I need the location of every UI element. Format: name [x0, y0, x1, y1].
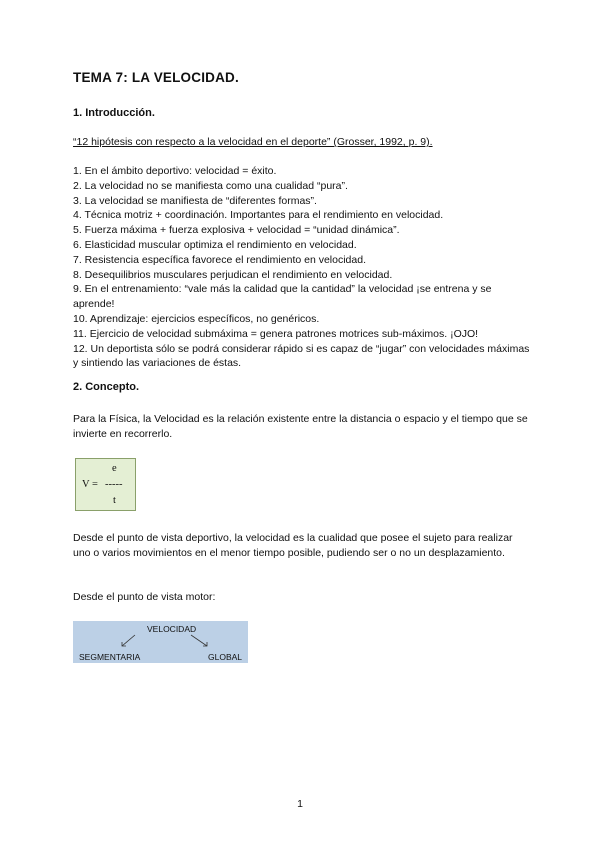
- formula-numerator: e: [112, 463, 117, 474]
- list-item: 6. Elasticidad muscular optimiza el rendimiento en velocidad.: [73, 238, 357, 251]
- section-heading-introduccion: 1. Introducción.: [73, 107, 155, 119]
- motor-intro: Desde el punto de vista motor:: [73, 591, 216, 603]
- hypotheses-list: [73, 164, 533, 371]
- diagram-root-label: VELOCIDAD: [147, 624, 197, 634]
- arrow-to-global: [191, 635, 207, 646]
- list-item: 8. Desequilibrios musculares perjudican el rendimiento en velocidad.: [73, 268, 393, 281]
- list-item: 5. Fuerza máxima + fuerza explosiva + velocidad = “unidad dinámica”.: [73, 224, 400, 237]
- sport-definition: Desde el punto de vista deportivo, la velocidad es la cualidad que posee el sujeto para realizar uno o varios movimientos en el menor tiempo posible, pudiendo ser o no un desplazamiento.: [73, 532, 513, 559]
- arrow-to-segmentaria: [122, 635, 135, 646]
- document-title: TEMA 7: LA VELOCIDAD.: [73, 70, 239, 85]
- list-item: 10. Aprendizaje: ejercicios específicos, no genéricos.: [73, 312, 320, 325]
- list-item: 11. Ejercicio de velocidad submáxima = genera patrones motrices sub-máximos. ¡OJO!: [73, 327, 479, 340]
- physics-definition: Para la Física, la Velocidad es la relación existente entre la distancia o espacio y el tiempo que se invierte en recorrerlo.: [73, 413, 528, 440]
- section-heading-concepto: 2. Concepto.: [73, 381, 140, 393]
- list-item: 4. Técnica motriz + coordinación. Importantes para el rendimiento en velocidad.: [73, 209, 444, 222]
- velocity-types-diagram: [73, 621, 248, 663]
- list-item: 1. En el ámbito deportivo: velocidad = éxito.: [73, 165, 277, 177]
- formula-denominator: t: [113, 495, 116, 506]
- formula-lhs: V =: [82, 479, 98, 490]
- list-item: 7. Resistencia específica favorece el rendimiento en velocidad.: [73, 253, 366, 266]
- list-item: 2. La velocidad no se manifiesta como una cualidad “pura”.: [73, 179, 348, 192]
- list-item: 3. La velocidad se manifiesta de “diferentes formas”.: [73, 194, 317, 207]
- list-item: 9. En el entrenamiento: “vale más la calidad que la cantidad” la velocidad ¡se entrena y se aprende!: [73, 283, 492, 311]
- diagram-right-label: GLOBAL: [208, 652, 243, 662]
- grosser-quote: “12 hipótesis con respecto a la velocidad en el deporte” (Grosser, 1992, p. 9).: [73, 136, 433, 148]
- page-number: 1: [297, 798, 303, 810]
- velocity-formula: [75, 458, 136, 511]
- diagram-left-label: SEGMENTARIA: [79, 652, 141, 662]
- list-item: 12. Un deportista sólo se podrá considerar rápido si es capaz de “jugar” con velocidades máximas y sintiendo las variaciones de éstas.: [73, 342, 530, 370]
- formula-fraction-bar: -----: [105, 479, 123, 490]
